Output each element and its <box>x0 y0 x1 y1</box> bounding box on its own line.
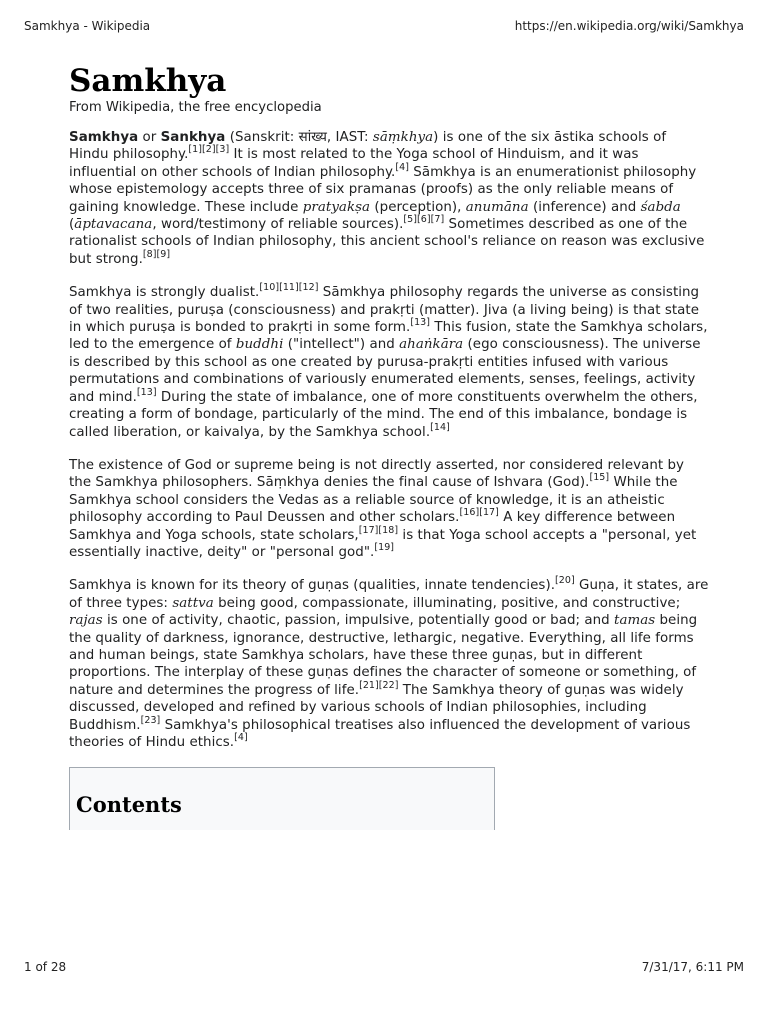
table-of-contents <box>69 767 495 830</box>
article-content <box>69 64 709 830</box>
citation-link[interactable]: [14] <box>430 421 450 433</box>
print-header <box>24 19 744 37</box>
print-datetime: 7/31/17, 6:11 PM <box>641 960 744 974</box>
italic-term: sattva <box>172 595 214 611</box>
citation-link[interactable]: [4] <box>234 732 248 743</box>
citation-link[interactable]: [15] <box>589 472 610 484</box>
citation-link[interactable]: [23] <box>140 714 161 726</box>
italic-term: rajas <box>69 613 103 629</box>
italic-term: buddhi <box>235 337 284 353</box>
citation-link[interactable]: [17][18] <box>358 524 399 536</box>
print-page-url: https://en.wikipedia.org/wiki/Samkhya <box>514 19 744 33</box>
citation-link[interactable]: [4] <box>395 161 409 173</box>
toc-title: Contents <box>76 792 182 818</box>
citation-link[interactable]: [21][22] <box>359 679 399 691</box>
citation-link[interactable]: [19] <box>374 541 395 553</box>
citation-link[interactable]: [20] <box>555 575 575 587</box>
bold-term: Samkhya <box>69 130 139 145</box>
citation-link[interactable]: [5][6][7] <box>403 214 445 226</box>
citation-link[interactable]: [13] <box>136 386 157 398</box>
italic-term: śabda <box>640 199 681 215</box>
print-footer <box>24 960 744 978</box>
italic-term: anumāna <box>465 199 529 215</box>
italic-term: pratyakṣa <box>302 199 371 215</box>
page-counter: 1 of 28 <box>24 960 67 974</box>
paragraph-intro: Samkhya or Sankhya (Sanskrit: सांख्य, IAST: sāṃkhya) is one of the six āstika schools of Hindu philosophy.[1][2][3] It is most related to the Yoga school of Hinduism, and it was influential on other schools of Indian philosophy.[4] Sāmkhya is an enumerationist philosophy whose epistemology accepts three of six pramanas (proofs) as the only reliable means of gaining knowledge. These include pratyakṣa (perception), anumāna (inference) and śabda (āptavacana, word/testimony of reliable sources).[5][6][7] Sometimes described as one of the rationalist schools of Indian philosophy, this ancient school's reliance on reason was exclusive but strong.[8][9] <box>69 130 705 267</box>
italic-term: sāṃkhya <box>372 130 434 145</box>
citation-link[interactable]: [10][11][12] <box>259 282 319 294</box>
paragraph-god: The existence of God or supreme being is not directly asserted, nor considered relevant by the Samkhya philosophers. Sāṃkhya denies the final cause of Ishvara (God).[15] While the Samkhya school considers the Vedas as a reliable source of knowledge, it is an atheistic philosophy according to Paul Deussen and other scholars.[16][17] A key difference between Samkhya and Yoga schools, state scholars,[17][18] is that Yoga school accepts a "personal, yet essentially inactive, deity" or "personal god".[19] <box>69 457 697 560</box>
italic-term: tamas <box>614 613 656 629</box>
citation-link[interactable]: [1][2][3] <box>188 144 230 156</box>
paragraph-dualism: Samkhya is strongly dualist.[10][11][12] Sāmkhya philosophy regards the universe as consisting of two realities, puruṣa (consciousness) and prakṛti (matter). Jiva (a living being) is that state in which puruṣa is bonded to prakṛti in some form.[13] This fusion, state the Samkhya scholars, led to the emergence of buddhi ("intellect") and ahaṅkāra (ego consciousness). The universe is described by this school as one created by purusa-prakṛti entities infused with various permutations and combinations of variously enumerated elements, senses, feelings, activity and mind.[13] During the state of imbalance, one of more constituents overwhelm the others, creating a form of bondage, particularly of the mind. The end of this imbalance, bondage is called liberation, or kaivalya, by the Samkhya school.[14] <box>69 282 708 440</box>
bold-term: Sankhya <box>160 130 226 145</box>
citation-link[interactable]: [16][17] <box>459 507 499 519</box>
citation-link[interactable]: [8][9] <box>142 248 171 260</box>
paragraph-gunas: Samkhya is known for its theory of guṇas (qualities, innate tendencies).[20] Guṇa, it states, are of three types: sattva being good, compassionate, illuminating, positive, and constructive; rajas is one of activity, chaotic, passion, impulsive, potentially good or bad; and tamas being the quality of darkness, ignorance, destructive, lethargic, negative. Everything, all life forms and human beings, state Samkhya scholars, have these three guṇas, but in different proportions. The interplay of these guṇas defines the character of someone or something, of nature and determines the progress of life.[21][22] The Samkhya theory of guṇas was widely discussed, developed and refined by various schools of Indian philosophies, including Buddhism.[23] Samkhya's philosophical treatises also influenced the development of various theories of Hindu ethics.[4] <box>69 575 709 750</box>
italic-term: āptavacana <box>74 217 153 233</box>
site-tagline: From Wikipedia, the free encyclopedia <box>69 100 322 115</box>
citation-link[interactable]: [13] <box>410 317 431 329</box>
page-title: Samkhya <box>69 63 227 99</box>
italic-term: ahaṅkāra <box>399 337 464 353</box>
print-page-title: Samkhya - Wikipedia <box>24 19 151 33</box>
